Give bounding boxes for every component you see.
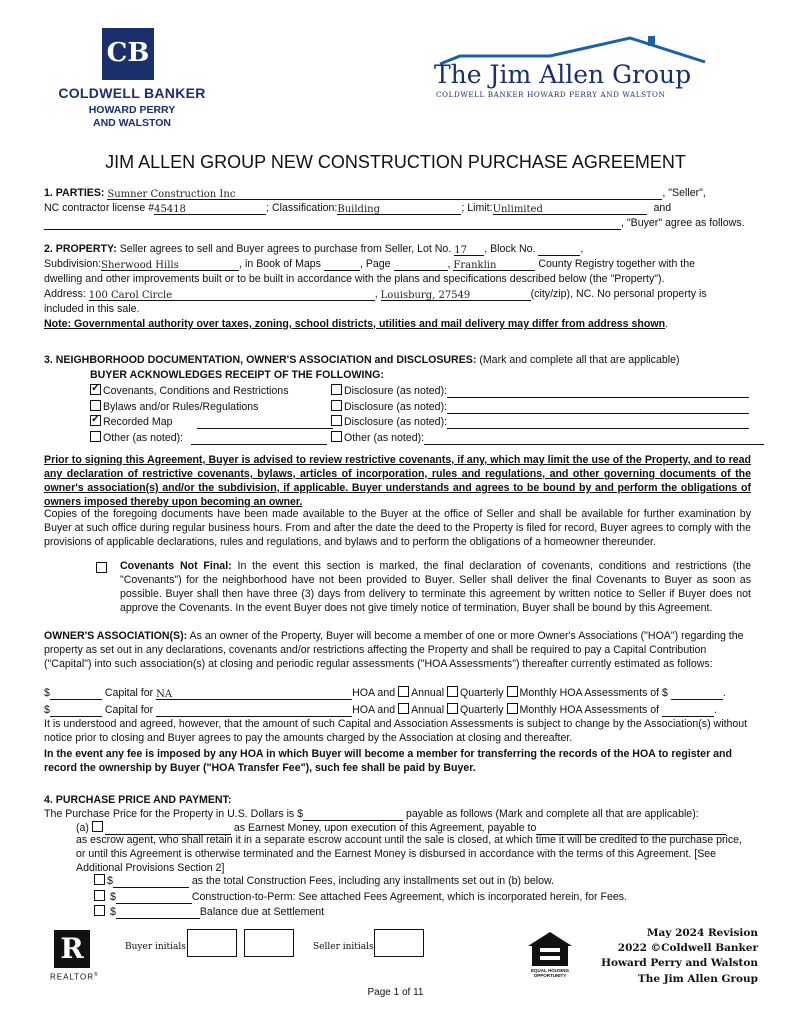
classification-label: ; Classification: [266, 202, 338, 214]
city-field[interactable]: Louisburg, 27549 [381, 288, 531, 301]
page-number: Page 1 of 11 [367, 987, 424, 998]
included-text: included in this sale. [44, 303, 140, 315]
construction-fees-amount[interactable] [113, 875, 189, 888]
realtor-r-icon: R [54, 930, 90, 968]
section-purchase [44, 793, 764, 835]
recorded-map-checkbox[interactable] [90, 415, 101, 426]
prior-signing-warning: Prior to signing this Agreement, Buyer is advised to review restrictive covenants, if any, which may limit the use of the Property, and to read any declaration of restrictive covenants, bylaws, articles of incorporation, rules and regulations, and other governing documents of the owner's association(s) and/or the subdivision, if applicable. Buyer understands and agrees to be bound by and perform the obligations of owners imposed thereby upon becoming an owner. [44, 454, 751, 508]
disclosure-1-field[interactable] [447, 385, 749, 398]
hoa-1-annual-checkbox[interactable] [398, 686, 409, 697]
disclosure-1-checkbox[interactable] [331, 384, 342, 395]
hoa-1-monthly-checkbox[interactable] [507, 686, 518, 697]
block-field[interactable] [538, 243, 580, 256]
parties-heading: 1. PARTIES: [44, 187, 105, 199]
seller-initials-label: Seller initials [313, 942, 374, 952]
section-parties [44, 186, 751, 232]
cb-brand: COLDWELL BANKER [58, 85, 206, 101]
address-field[interactable]: 100 Carol Circle [89, 288, 375, 301]
realtor-logo [50, 930, 100, 986]
limit-label: ; Limit: [461, 202, 493, 214]
neighborhood-heading: 3. NEIGHBORHOOD DOCUMENTATION, OWNER'S ASSOCIATION and DISCLOSURES: [44, 354, 477, 366]
earnest-money-checkbox[interactable] [92, 821, 103, 832]
license-field[interactable]: 45418 [154, 202, 266, 215]
book-field[interactable] [324, 258, 360, 271]
company-text: Howard Perry and Walston [601, 957, 758, 970]
book-label: , in Book of Maps [239, 258, 321, 270]
doc-other-left[interactable]: Other (as noted): [90, 431, 330, 447]
hoa-1-assessment-amount[interactable] [671, 687, 723, 700]
disclosure-2-checkbox[interactable] [331, 400, 342, 411]
owners-association-paragraph [44, 630, 751, 672]
subdivision-label: Subdivision: [44, 258, 102, 270]
neighborhood-heading-note: (Mark and complete all that are applicable) [476, 354, 680, 366]
license-label: NC contractor license # [44, 202, 155, 214]
buyer-acknowledges-heading: BUYER ACKNOWLEDGES RECEIPT OF THE FOLLOWING: [90, 369, 384, 381]
purchase-heading: 4. PURCHASE PRICE AND PAYMENT: [44, 794, 232, 806]
cb-office-line1: HOWARD PERRY [88, 104, 176, 116]
subdivision-field[interactable]: Sherwood Hills [101, 258, 239, 271]
hoa-2-assessment-amount[interactable] [662, 704, 714, 717]
section-property: 2. PROPERTY: Seller agrees to sell and Buyer agrees to purchase from Seller, Lot No. 17 , Block No. , Subdivision:Sherwood Hills , in Book of Maps , Page , Franklin County Registry together with the dwelling and other improvements built or to be built in accordance with the plans and specifications described below (the "Property"). Address: 100 Carol Circle , Louisburg, 27549 (city/zip), NC. No personal property is included in this sale. Note: Governmental authority over taxes, zoning, school districts, utilities and mail delivery may differ from address shown. [44, 242, 751, 332]
earnest-money-text: as Earnest Money, upon execution of this Agreement, payable to [233, 822, 537, 834]
doc-covenants[interactable]: ✓Covenants, Conditions and Restrictions [90, 384, 330, 400]
property-heading: 2. PROPERTY: [44, 243, 117, 255]
limit-field[interactable]: Unlimited [493, 202, 647, 215]
dwelling-text: dwelling and other improvements built or to be built in accordance with the plans and specifications described below (the "Property"). [44, 273, 665, 285]
covenants-not-final-label: Covenants Not Final: [120, 560, 232, 572]
other-left-checkbox[interactable] [90, 431, 101, 442]
copies-paragraph: Copies of the foregoing documents have been made available to the Buyer at the office of Seller and shall be available for further examination by Buyer at such office during regular business hours. From and after the date the deed to the Property is filed for record, Buyer agrees to comply with the provisions of applicable declarations, rules and regulations, and bylaws and to perform the obligations of a homeowner thereunder. [44, 508, 751, 548]
coldwell-banker-logo [52, 28, 212, 132]
covenants-not-final [96, 560, 751, 616]
buyer-suffix: , "Buyer" agree as follows. [621, 217, 745, 229]
hoa-1-capital-amount[interactable] [50, 687, 102, 700]
covenants-not-final-checkbox[interactable] [96, 562, 107, 573]
covenants-not-final-text: In the event this section is marked, the final declaration of covenants, conditions and restrictions (the "Covenants") for the neighborhood have not been provided to Buyer. Seller shall deliver the final Covenants to Buyer as soon as possible. Buyer shall then have three (3) days from delivery to terminate this agreement by written notice to Seller if Buyer does not approve the Covenants. In the event Buyer does not give timely notice of termination, Buyer shall be bound by this Agreement. [120, 560, 751, 614]
hoa-2-capital-amount[interactable] [50, 704, 102, 717]
balance-due-checkbox[interactable] [94, 905, 105, 916]
page-field[interactable] [394, 258, 448, 271]
construction-fees-checkbox[interactable] [94, 874, 105, 885]
hoa-row-1: $ Capital for NA HOA and Annual Quarterly Monthly HOA Assessments of $ . [44, 687, 726, 701]
classification-field[interactable]: Building [337, 202, 461, 215]
recorded-map-field[interactable] [197, 416, 333, 429]
page-label: , Page [359, 258, 391, 270]
block-label: , Block No. [484, 243, 536, 255]
doc-bylaws[interactable]: Bylaws and/or Rules/Regulations [90, 400, 330, 416]
owners-association-label: OWNER'S ASSOCIATION(S): [44, 630, 188, 642]
realtor-mark: ® [94, 972, 99, 978]
jag-tagline: COLDWELL BANKER HOWARD PERRY AND WALSTON [436, 90, 666, 99]
right-documents-list: Disclosure (as noted): Disclosure (as noted): Disclosure (as noted): Other (as noted): [331, 384, 761, 446]
buyer-initials-box-2[interactable] [244, 929, 294, 957]
buyer-initials-label: Buyer initials [125, 942, 186, 952]
equal-housing-house-icon [524, 930, 576, 968]
owners-association-text: As an owner of the Property, Buyer will become a member of one or more Owner's Associations ("HOA") regarding the property as set out in any declarations, covenants and/or restrictions affecting the Property and shall be required to pay a Capital Contribution ("Capital") into such association(s) at closing and periodic regular assessments ("HOA Assessments") thereafter currently estimated as follows: [44, 630, 744, 670]
doc-recorded-map[interactable]: ✓Recorded Map [90, 415, 330, 431]
cb-office-line2: AND WALSTON [93, 117, 171, 129]
other-left-field[interactable] [191, 432, 327, 445]
hoa-transfer-fee-paragraph: In the event any fee is imposed by any HOA in which Buyer will become a member for transferring the records of the HOA to register and record the ownership by Buyer ("HOA Transfer Fee"), such fee shall be paid by Buyer. [44, 748, 732, 774]
other-right-field[interactable] [424, 432, 764, 445]
jag-name: The Jim Allen Group [434, 60, 692, 89]
construction-to-perm-checkbox[interactable] [94, 890, 105, 901]
balance-due-amount[interactable] [116, 906, 200, 919]
section-neighborhood [44, 353, 751, 383]
page-title: JIM ALLEN GROUP NEW CONSTRUCTION PURCHASE AGREEMENT [105, 152, 686, 172]
hoa-1-capital-for-field[interactable]: NA [156, 687, 352, 700]
purchase-price-label: The Purchase Price for the Property in U.S. Dollars is $ [44, 808, 304, 820]
purchase-price-field[interactable] [303, 808, 403, 821]
realtor-label: REALTOR [50, 972, 95, 982]
equal-housing-logo [524, 930, 576, 980]
disclosure-3-field[interactable] [447, 416, 749, 429]
disclosure-3-checkbox[interactable] [331, 415, 342, 426]
left-documents-list [90, 384, 330, 446]
governmental-note: Note: Governmental authority over taxes, zoning, school districts, utilities and mail delivery may differ from address shown [44, 318, 666, 330]
equal-housing-text: EQUAL HOUSING OPPORTUNITY [531, 968, 569, 978]
buyer-initials-box-1[interactable] [187, 929, 237, 957]
jim-allen-group-logo [430, 32, 720, 104]
seller-field[interactable]: Sumner Construction Inc [107, 187, 662, 200]
address-label: Address: [44, 288, 86, 300]
hoa-2-capital-for-field[interactable] [156, 704, 352, 717]
revision-text: May 2024 Revision [646, 927, 758, 939]
construction-to-perm-amount[interactable] [116, 891, 192, 904]
covenants-checkbox[interactable] [90, 384, 101, 395]
seller-suffix: , "Seller", [662, 187, 706, 199]
county-field[interactable]: Franklin [453, 258, 535, 271]
and-text: and [653, 202, 672, 214]
cb-logo-text: CB [106, 38, 150, 68]
lot-field[interactable]: 17 [454, 243, 484, 256]
copyright-text: 2022 ©Coldwell Banker [617, 942, 758, 955]
bylaws-checkbox[interactable] [90, 400, 101, 411]
payment-items: $ as the total Construction Fees, including any installments set out in (b) below. $ Construction-to-Perm: See attached Fees Agreement, which is incorporated herein, for Fees. $ Balance due at Settlement [94, 874, 744, 921]
seller-initials-box[interactable] [374, 929, 424, 957]
property-intro: Seller agrees to sell and Buyer agrees to purchase from Seller, Lot No. [116, 243, 452, 255]
revision-block [580, 926, 758, 987]
understood-paragraph: It is understood and agreed, however, that the amount of such Capital and Association Assessments is subject to change by the Association(s) without notice prior to closing and Buyer agrees to pay the amounts charged by the Association at closing and thereafter. [44, 718, 748, 744]
hoa-2-quarterly-checkbox[interactable] [447, 703, 458, 714]
city-suffix: (city/zip), NC. No personal property is [530, 288, 707, 300]
buyer-field[interactable] [44, 217, 621, 230]
escrow-paragraph: as escrow agent, who shall retain it in a separate escrow account until the sale is closed, at which time it will be credited to the purchase price, or until this Agreement is otherwise terminated and the Earnest Money is disbursed in accordance with the terms of this Agreement. [See Additional Provisions Section 2] [76, 834, 742, 874]
disclosure-2-field[interactable] [447, 401, 749, 414]
county-suffix: County Registry together with the [538, 258, 696, 270]
item-a-label: (a) [76, 822, 89, 834]
hoa-2-annual-checkbox[interactable] [398, 703, 409, 714]
group-text: The Jim Allen Group [637, 972, 758, 985]
hoa-2-monthly-checkbox[interactable] [507, 703, 518, 714]
hoa-row-2: $ Capital for HOA and Annual Quarterly Monthly HOA Assessments of . [44, 704, 717, 716]
hoa-1-quarterly-checkbox[interactable] [447, 686, 458, 697]
other-right-checkbox[interactable] [331, 431, 342, 442]
purchase-price-suffix: payable as follows (Mark and complete all that are applicable): [406, 808, 699, 820]
